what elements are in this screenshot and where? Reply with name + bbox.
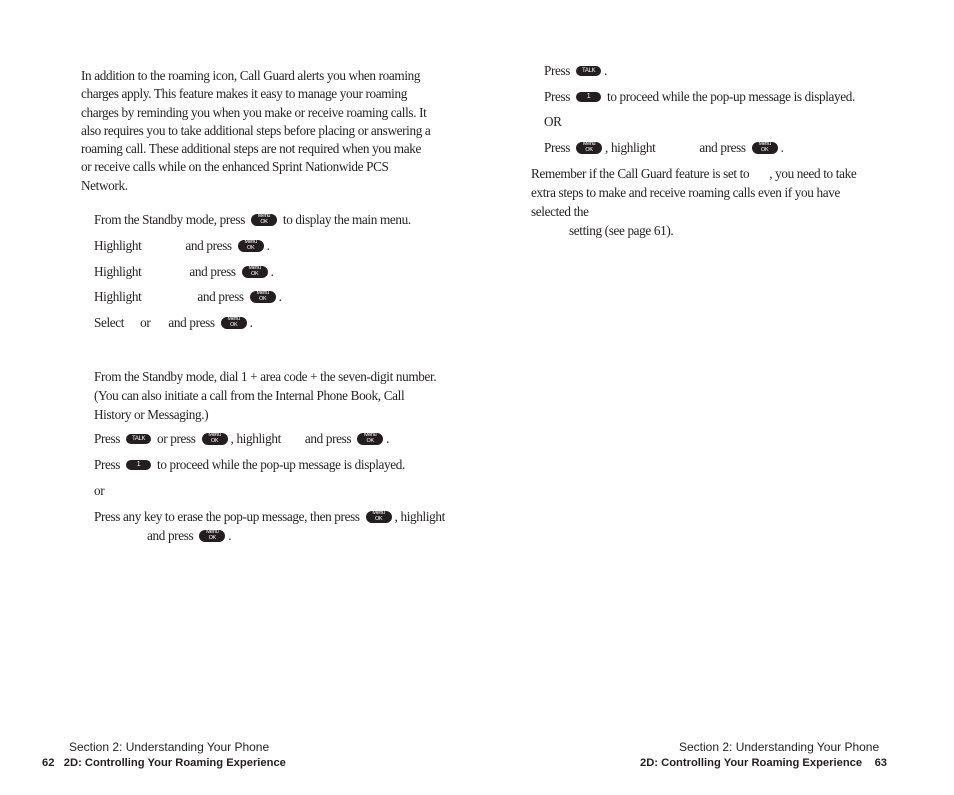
menu-ok-key-icon: Menu OK xyxy=(357,433,383,445)
left-chapter-title: 2D: Controlling Your Roaming Experience xyxy=(63,757,286,769)
place-call-or: or xyxy=(94,483,105,498)
menu-ok-key-icon: Menu OK xyxy=(202,433,228,445)
answer-call-or: OR xyxy=(544,114,562,129)
menu-ok-key-icon: Menu OK xyxy=(221,317,247,329)
menu-ok-key-icon: Menu OK xyxy=(199,530,225,542)
menu-ok-key-icon: Menu OK xyxy=(250,291,276,303)
left-page-number: 62 xyxy=(42,757,55,769)
turn-on-step-4: Highlight and press Menu OK . xyxy=(94,289,282,304)
right-page xyxy=(477,0,954,795)
place-call-step-2: Press TALK or press Menu OK , highlight and press Menu OK . xyxy=(94,431,390,446)
one-key-icon: 1 xyxy=(576,92,601,102)
place-call-step-3: Press 1 to proceed while the pop-up message is displayed. xyxy=(94,457,405,472)
answer-call-step-3: Press Menu OK , highlight and press Menu OK . xyxy=(544,140,784,155)
one-key-icon: 1 xyxy=(126,460,151,470)
menu-ok-key-icon: Menu OK xyxy=(238,240,264,252)
menu-ok-key-icon: Menu OK xyxy=(752,142,778,154)
talk-key-icon: TALK xyxy=(576,66,601,76)
right-chapter-title: 2D: Controlling Your Roaming Experience xyxy=(640,757,863,769)
place-call-step-1: From the Standby mode, dial 1 + area code + the seven-digit number. (You can also initiate a call from the Internal Phone Book, Call History or Messaging.) xyxy=(94,369,437,422)
menu-ok-key-icon: Menu OK xyxy=(251,214,277,226)
call-guard-note: Remember if the Call Guard feature is set to , you need to take extra steps to make and receive roaming calls even if you have selected the setting (see page 61). xyxy=(531,166,857,238)
right-footer-section: Section 2: Understanding Your Phone xyxy=(679,740,880,754)
place-call-step-4-cont: and press Menu OK . xyxy=(147,528,232,543)
right-footer xyxy=(640,757,887,769)
menu-ok-key-icon: Menu OK xyxy=(576,142,602,154)
left-footer-section: Section 2: Understanding Your Phone xyxy=(69,740,270,754)
answer-call-step-1: Press TALK . xyxy=(544,63,607,78)
turn-on-step-5: Select or and press Menu OK . xyxy=(94,315,253,330)
talk-key-icon: TALK xyxy=(126,434,151,444)
turn-on-step-2: Highlight and press Menu OK . xyxy=(94,238,270,253)
right-page-number: 63 xyxy=(874,757,888,769)
left-footer xyxy=(42,757,286,769)
turn-on-step-3: Highlight and press Menu OK . xyxy=(94,264,274,279)
call-guard-intro: In addition to the roaming icon, Call Guard alerts you when roaming charges apply. This feature makes it easy to manage your roaming charges by reminding you when you make or receive roaming calls. It also requires you to take additional steps before placing or answering a roaming call. These additional steps are not required when you make or receive calls while on the enhanced Sprint Nationwide PCS Network. xyxy=(81,68,431,193)
answer-call-step-2: Press 1 to proceed while the pop-up message is displayed. xyxy=(544,89,855,104)
place-call-step-4: Press any key to erase the pop-up message, then press Menu OK , highlight xyxy=(94,509,445,524)
turn-on-step-1: From the Standby mode, press Menu OK to display the main menu. xyxy=(94,212,411,227)
menu-ok-key-icon: Menu OK xyxy=(366,511,392,523)
menu-ok-key-icon: Menu OK xyxy=(242,266,268,278)
